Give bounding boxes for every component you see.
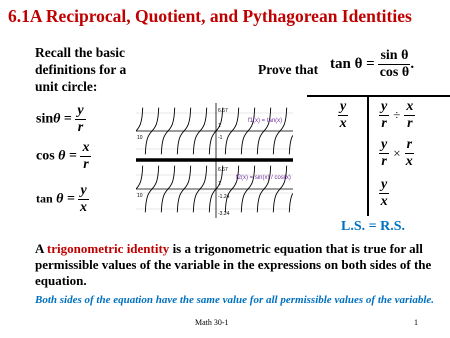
graph-ytick-top-2: 1: [218, 123, 221, 129]
proof-conclusion: L.S. = R.S.: [341, 219, 405, 234]
sin-den: r: [77, 120, 84, 135]
definition-pre: A: [35, 241, 47, 256]
step1-fraction-b: [404, 100, 415, 131]
step3-num: y: [381, 177, 388, 192]
prove-label: Prove that: [258, 62, 319, 77]
step2-fraction-a: [379, 138, 389, 169]
proof-step-3: [379, 178, 389, 209]
cos-eq: =: [68, 148, 77, 164]
tan-graph: [136, 103, 293, 218]
graph-ytick-bottom-3: -1.24: [218, 194, 230, 200]
tan-fraction: [78, 184, 88, 215]
cos-den: r: [83, 157, 89, 172]
recall-text: [35, 44, 126, 95]
identity-note: Both sides of the equation have the same value for all permissible values of the variable.: [35, 294, 435, 306]
graph-xtick-bottom: 10: [137, 193, 143, 199]
graph-ytick-bottom-1: 6.67: [218, 167, 228, 173]
tan-var: θ: [56, 191, 64, 207]
step1-a-den: r: [381, 116, 387, 131]
sin-fraction: [75, 104, 85, 135]
graph-ytick-top-1: 6.67: [218, 108, 228, 114]
proof-horizontal-rule: [307, 95, 450, 97]
graph-ytick-bottom-4: -3.24: [218, 211, 230, 217]
prove-lhs: tan θ =: [330, 56, 375, 72]
recall-line-2: definitions for a: [35, 62, 127, 77]
footer-page-number: 1: [414, 318, 418, 327]
prove-fraction: [378, 49, 410, 80]
sin-var: θ: [53, 111, 61, 127]
proof-step-2: [379, 138, 414, 169]
step2-b-num: r: [406, 137, 413, 152]
recall-line-1: Recall the basic: [35, 45, 125, 60]
slide-title: 6.1A Reciprocal, Quotient, and Pythagorean Identities: [8, 6, 412, 26]
graph-ytick-top-3: -1: [218, 135, 223, 141]
graph-f2-label: f2(x) = sin(x) / cos(x): [236, 175, 291, 181]
step1-fraction-a: [379, 100, 389, 131]
prove-num: sin θ: [380, 48, 409, 63]
step1-operator: ÷: [393, 107, 401, 123]
cos-fraction: [80, 141, 91, 172]
step2-a-num: y: [381, 137, 388, 152]
tan-fn: tan: [36, 191, 53, 206]
cos-num: x: [82, 140, 90, 155]
sin-num: y: [77, 103, 84, 118]
step2-operator: ×: [393, 145, 401, 161]
proof-lhs: [338, 100, 348, 131]
graph-xtick-top: 10: [137, 135, 143, 141]
identity-definition: [35, 241, 447, 289]
tan-num: y: [80, 183, 87, 198]
tan-eq: =: [66, 191, 75, 207]
proof-step-1: [379, 100, 415, 131]
step3-den: x: [380, 194, 388, 209]
tan-den: x: [80, 200, 88, 215]
proof-lhs-num: y: [340, 99, 347, 114]
prove-period: .: [410, 56, 415, 72]
step1-a-num: y: [381, 99, 388, 114]
recall-line-3: unit circle:: [35, 79, 98, 94]
cos-var: θ: [58, 148, 66, 164]
step1-b-num: x: [406, 99, 414, 114]
definition-post: is a trigonometric equation that is true for all permissible values of the variable in the expressions on both sides of the equation.: [35, 241, 432, 288]
sin-fn: sin: [36, 111, 54, 127]
graph-f1-label: f1(x) = tan(x): [248, 118, 283, 124]
proof-lhs-fraction: [338, 100, 348, 131]
prove-statement: [258, 62, 318, 78]
step2-a-den: r: [381, 154, 387, 169]
footer-course: Math 30-1: [195, 318, 229, 327]
graph-ytick-bottom-2: 1: [218, 181, 221, 187]
cos-fn: cos: [36, 148, 55, 164]
step2-fraction-b: [405, 138, 414, 169]
tan-definition: [36, 184, 89, 215]
cos-definition: [36, 141, 91, 172]
prove-identity: [330, 49, 414, 80]
prove-den: cos θ: [379, 65, 410, 80]
definition-highlight: trigonometric identity: [46, 241, 170, 256]
step2-b-den: x: [405, 154, 413, 169]
proof-vertical-rule: [367, 95, 369, 216]
step3-fraction: [379, 178, 389, 209]
sin-eq: =: [63, 111, 72, 127]
sin-definition: [36, 104, 86, 135]
proof-lhs-den: x: [339, 116, 347, 131]
step1-b-den: r: [407, 116, 413, 131]
